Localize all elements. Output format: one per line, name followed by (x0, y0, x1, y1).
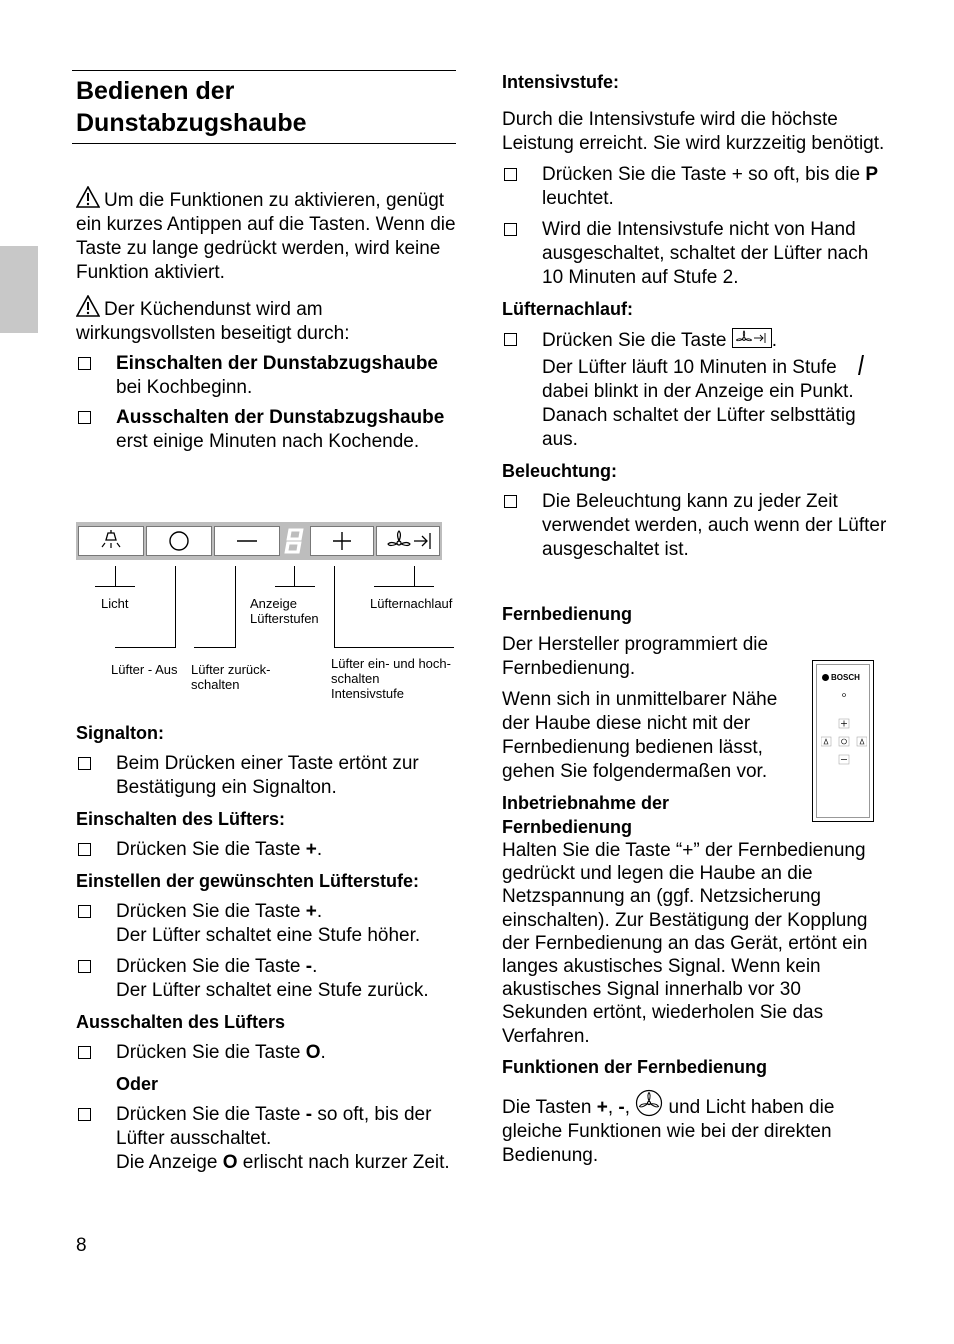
checkbox-bullet-icon (78, 357, 91, 370)
list-item (76, 1103, 461, 1175)
list-item-text: Beim Drücken einer Taste ertönt zur Bestätigung ein Signalton. (116, 753, 419, 798)
title-line-2: Dunstabzugshaube (76, 109, 307, 137)
diagram-label-line: Lüfterstufen (250, 611, 319, 626)
page-title (76, 75, 456, 139)
list-item-text: erst einige Minuten nach Kochende. (116, 431, 420, 452)
list-item-bold: Einschalten der Dunstabzugshaube (116, 353, 438, 374)
diagram-label-line: Anzeige (250, 596, 297, 611)
off-button-illustration (146, 526, 212, 556)
diagram-label-zurueck (191, 662, 270, 692)
checkbox-bullet-icon (78, 1046, 91, 1059)
right-column (502, 70, 887, 1168)
oder-label: Oder (116, 1074, 159, 1094)
fan-afterrun-key-icon (732, 328, 772, 348)
list-item-text: bei Kochbeginn. (116, 377, 253, 398)
list-item-text: . (316, 901, 323, 922)
afterrun-button-illustration (376, 526, 440, 556)
list-item-text: . (320, 1042, 326, 1063)
checkbox-bullet-icon (504, 333, 517, 346)
leader-line (235, 566, 236, 647)
remote-brand (822, 673, 860, 683)
heading-signalton: Signalton: (76, 723, 164, 743)
list-item-text: erlischt nach kurzer Zeit. (237, 1152, 450, 1173)
paragraph-text: Die Tasten (502, 1096, 597, 1118)
leader-line (334, 647, 454, 648)
list-item (502, 163, 887, 211)
intensiv-paragraph: Durch die Intensivstufe wird die höchste Leistung erreicht. Sie wird kurzzeitig benötigt. (502, 109, 885, 154)
inbetriebnahme-paragraph: Halten Sie die Taste “+” der Fernbedienung gedrückt und legen die Haube an die Netzspannung an (ggf. Netzsicherung einschalten). Zur Bestätigung der Kopplung der Fernbedienung an das Gerät, ertönt ein langes akustisches Signal. Wenn kein akustisches Signal innerhalb vor 30 Sekunden ertönt, wiederholen Sie das Verfahren. (502, 840, 868, 1047)
diagram-label-ein (331, 656, 451, 701)
circle-off-icon (147, 527, 211, 555)
diagram-label-line: Lüfter zurück- (191, 662, 271, 677)
checkbox-bullet-icon (504, 223, 517, 236)
key-symbol: - (305, 1104, 313, 1125)
key-symbol: + (305, 839, 317, 860)
seven-segment-display-icon (280, 526, 310, 556)
diagram-label-line: schalten (191, 677, 240, 692)
leader-line (95, 586, 135, 587)
list-item-text: Der Lüfter schaltet eine Stufe zurück. (116, 980, 429, 1001)
leader-line (115, 647, 176, 648)
leader-line (115, 566, 116, 586)
minus-icon (215, 527, 279, 555)
lamp-icon (79, 527, 143, 555)
key-symbol: O (305, 1042, 321, 1063)
list-item (502, 490, 887, 562)
list-item-text: . (316, 839, 323, 860)
heading-beleuchtung: Beleuchtung: (502, 461, 617, 481)
heading-funktionen: Funktionen der Fernbedienung (502, 1056, 767, 1077)
heading-fernbedienung: Fernbedienung (502, 604, 632, 624)
diagram-label-licht: Licht (101, 596, 129, 611)
note-paragraph-2 (76, 295, 456, 346)
list-item (76, 752, 461, 800)
fan-level-display (280, 526, 310, 556)
leader-line (334, 566, 335, 647)
leader-line (374, 586, 434, 587)
list-item-text: Die Beleuchtung kann zu jeder Zeit verwendet werden, auch wenn der Lüfter ausgeschaltet ist. (542, 491, 887, 560)
key-symbol: - (305, 956, 313, 977)
checkbox-bullet-icon (78, 411, 91, 424)
note-text-1: Um die Funktionen zu aktivieren, genügt ein kurzes Antippen auf die Tasten. Wenn die Taste zu lange gedrückt werden, wird keine Funktion aktiviert. (76, 190, 456, 283)
section-tab-marker (0, 246, 38, 333)
key-symbol: + (305, 901, 317, 922)
diagram-label-line: Intensivstufe (331, 686, 404, 701)
list-item (502, 328, 887, 452)
list-item (502, 218, 887, 290)
leader-line (275, 586, 315, 587)
checkbox-bullet-icon (78, 1108, 91, 1121)
list-item-bold: Ausschalten der Dunstabzugshaube (116, 407, 445, 428)
checkbox-bullet-icon (78, 843, 91, 856)
checkbox-bullet-icon (78, 905, 91, 918)
list-item-text: Drücken Sie die Taste (116, 839, 306, 860)
checkbox-bullet-icon (504, 168, 517, 181)
fern-paragraph-2: Wenn sich in unmittelbarer Nähe der Haube diese nicht mit der Fernbedienung bedienen lässt, gehen Sie folgendermaßen vor. (502, 689, 778, 782)
heading-einstellen: Einstellen der gewünschten Lüfterstufe: (76, 871, 420, 891)
list-item-text: so oft, bis der Lüfter ausschaltet. (116, 1104, 432, 1149)
checkbox-bullet-icon (78, 757, 91, 770)
section-title-box (72, 70, 456, 144)
list-item-text: Drücken Sie die Taste (542, 330, 732, 351)
fan-afterrun-icon (377, 527, 439, 555)
list-item-text: Drücken Sie die Taste (116, 901, 306, 922)
checkbox-bullet-icon (504, 495, 517, 508)
list-item-text: Die Anzeige (116, 1152, 223, 1173)
list-item-text: Drücken Sie die Taste (116, 1042, 306, 1063)
key-symbol: - (618, 1096, 625, 1118)
control-panel-diagram (76, 522, 442, 560)
warning-icon (76, 186, 100, 208)
leader-line (294, 566, 295, 586)
list-item-text: . (312, 956, 318, 977)
left-column (76, 70, 456, 454)
remote-control-illustration (812, 660, 874, 822)
remote-brand-text: BOSCH (831, 673, 860, 682)
leader-line (414, 566, 415, 586)
list-item-text: Der Lüfter läuft 10 Minuten in Stufe (542, 357, 837, 378)
diagram-label-anzeige (250, 596, 319, 626)
list-item (76, 406, 456, 454)
heading-line: Inbetriebnahme der (502, 793, 670, 813)
light-button-illustration (78, 526, 144, 556)
plus-icon (311, 527, 373, 555)
leader-line (194, 647, 236, 648)
list-item (76, 900, 461, 948)
paragraph-text: , (624, 1096, 636, 1118)
checkbox-bullet-icon (78, 960, 91, 973)
heading-ausschalten: Ausschalten des Lüfters (76, 1012, 286, 1032)
list-item (76, 1041, 461, 1065)
minus-button-illustration (214, 526, 280, 556)
key-symbol: P (865, 164, 879, 185)
list-item (76, 352, 456, 400)
leader-line (175, 566, 176, 647)
list-item (76, 955, 461, 1003)
list-item-text: Drücken Sie die Taste (116, 956, 306, 977)
note-text-2: Der Küchendunst wird am wirkungsvollsten beseitigt durch: (76, 299, 350, 344)
list-item (76, 838, 461, 862)
warning-icon (76, 295, 100, 317)
heading-einschalten: Einschalten des Lüfters: (76, 809, 286, 829)
list-item-text: Der Lüfter schaltet eine Stufe höher. (116, 925, 421, 946)
list-item-text: dabei blinkt in der Anzeige ein Punkt. Danach schaltet der Lüfter selbsttätig aus. (542, 381, 856, 450)
heading-intensiv: Intensivstufe: (502, 72, 620, 92)
display-digit-one-icon (852, 353, 866, 377)
list-item-text: . (771, 330, 778, 351)
list-item-text: leuchtet. (542, 188, 614, 209)
heading-line: Fernbedienung (502, 817, 632, 837)
key-symbol: O (222, 1152, 238, 1173)
list-item-text: Drücken Sie die Taste (116, 1104, 306, 1125)
diagram-label-nachlauf: Lüfternachlauf (370, 596, 453, 611)
plus-button-illustration (310, 526, 374, 556)
remote-buttons-icon (821, 689, 867, 774)
paragraph-text: , (607, 1096, 619, 1118)
paragraph-text: und Licht haben die gleiche Funktionen wie bei der direkten Bedienung. (502, 1096, 835, 1166)
list-item-text: Wird die Intensivstufe nicht von Hand ausgeschaltet, schaltet der Lüfter nach 10 Minuten auf Stufe 2. (542, 219, 869, 288)
diagram-label-line: Lüfter ein- und hoch- (331, 656, 451, 671)
heading-nachlauf: Lüfternachlauf: (502, 299, 634, 319)
page-number: 8 (76, 1235, 87, 1256)
diagram-label-aus: Lüfter - Aus (111, 662, 178, 677)
title-line-1: Bedienen der (76, 77, 235, 105)
diagram-label-line: schalten (331, 671, 380, 686)
fan-icon (635, 1089, 663, 1117)
funktionen-paragraph (502, 1089, 887, 1168)
note-paragraph-1 (76, 186, 456, 285)
key-symbol: + (596, 1096, 608, 1118)
list-item-text: Drücken Sie die Taste + so oft, bis die (542, 164, 866, 185)
bosch-logo-icon (822, 674, 829, 681)
fern-paragraph-1: Der Hersteller programmiert die Fernbedienung. (502, 634, 769, 679)
left-lower-column (76, 721, 461, 1175)
